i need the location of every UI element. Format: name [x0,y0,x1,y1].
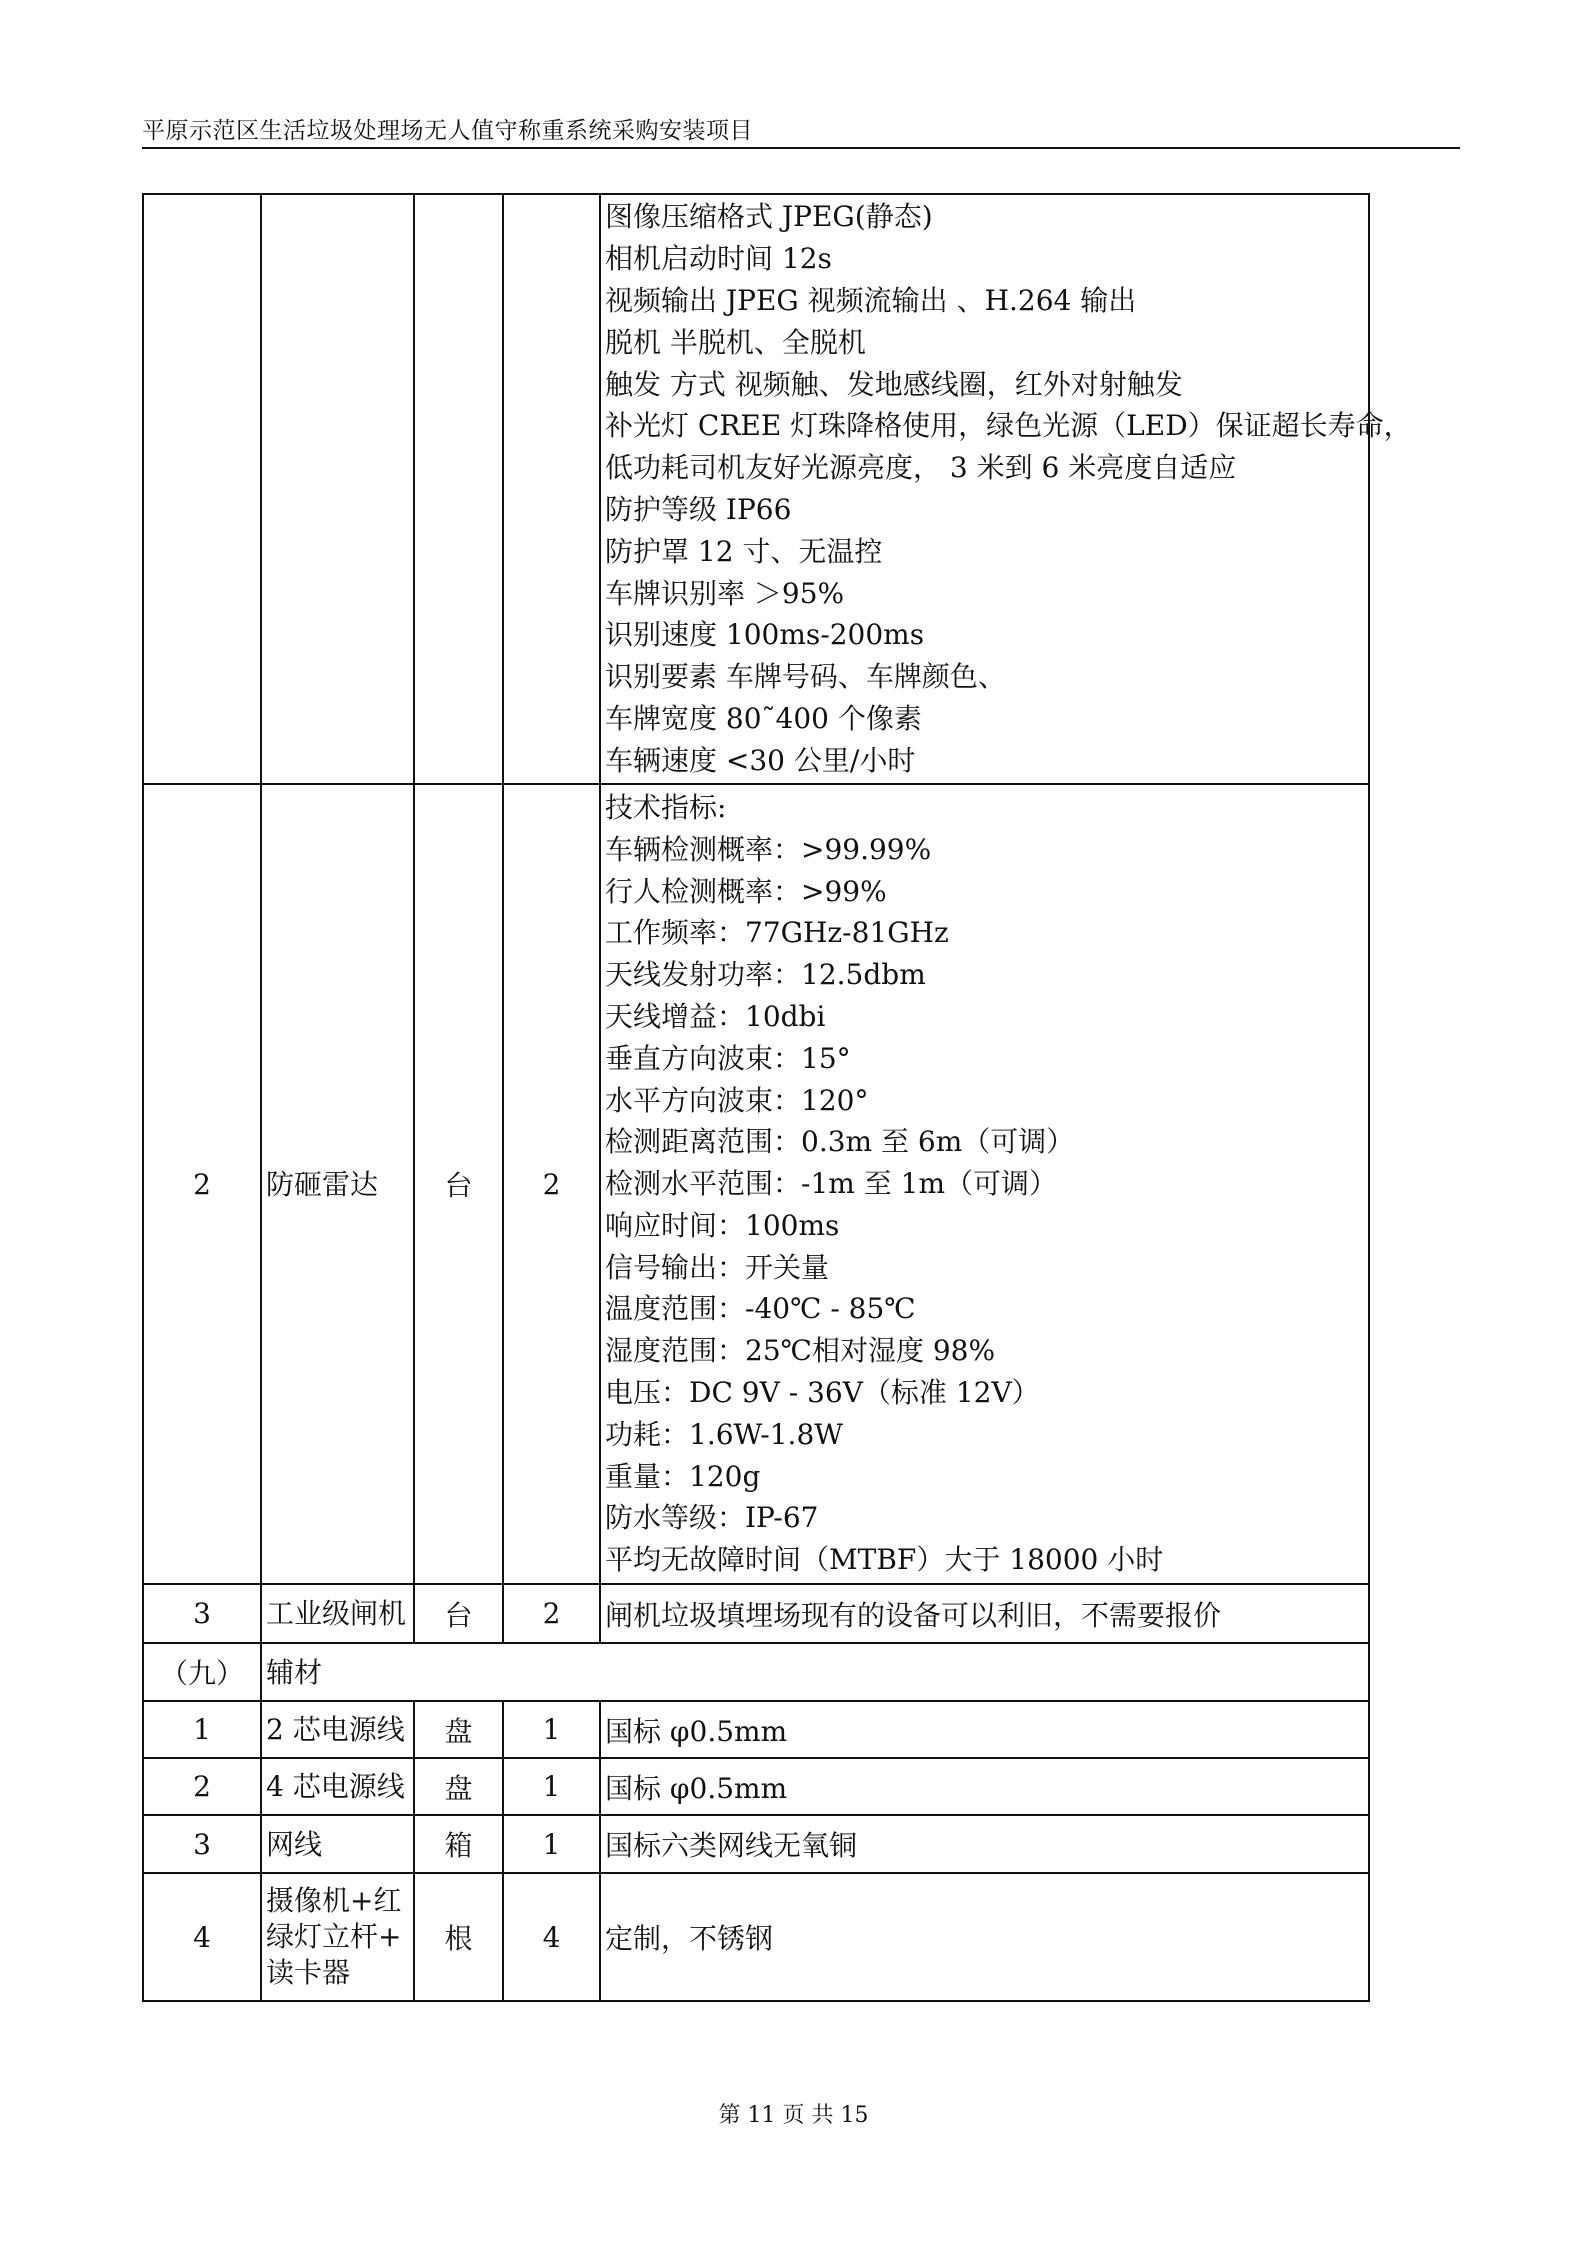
spec-table [142,193,1412,2002]
cell-name [261,194,414,784]
page-number: 第 11 页 共 15 [718,2103,869,2128]
spec-line: 信号输出：开关量 [605,1250,830,1284]
cell-unit: 根 [414,1873,503,2001]
spec-line: 检测距离范围：0.3m 至 6m（可调） [605,1125,1075,1159]
cell-unit: 盘 [414,1701,503,1758]
spec-line: 垂直方向波束：15° [605,1041,851,1075]
table-row-radar [143,784,1369,1584]
cell-qty: 2 [503,784,600,1584]
spec-line: 低功耗司机友好光源亮度， 3 米到 6 米亮度自适应 [605,451,1237,485]
spec-line: 技术指标: [605,790,727,824]
cell-unit: 盘 [414,1758,503,1815]
cell-spec: 国标六类网线无氧铜 [600,1815,1369,1873]
cell-spec [600,784,1369,1584]
spec-line: 工作频率：77GHz-81GHz [605,916,949,950]
cell-no: 3 [143,1584,261,1643]
table-row-aux-1 [143,1701,1369,1758]
cell-no: 4 [143,1873,261,2001]
cell-qty: 1 [503,1701,600,1758]
spec-line: 防护罩 12 寸、无温控 [605,534,883,568]
cell-no: 2 [143,784,261,1584]
spec-line: 车辆速度 <30 公里/小时 [605,743,916,777]
cell-unit: 箱 [414,1815,503,1873]
section-number: （九） [143,1643,261,1701]
spec-line: 天线发射功率：12.5dbm [605,958,926,992]
spec-line: 电压：DC 9V - 36V（标准 12V） [605,1376,1040,1410]
spec-line: 温度范围：-40℃ - 85℃ [605,1292,916,1326]
cell-spec: 国标 φ0.5mm [600,1701,1369,1758]
spec-line: 湿度范围：25℃相对湿度 98% [605,1334,996,1368]
spec-line: 识别要素 车牌号码、车牌颜色、 [605,660,1006,694]
header-divider [142,147,1460,149]
table-row-pole [143,1873,1369,2001]
cell-qty: 1 [503,1815,600,1873]
table-row-camera-continued [143,194,1369,784]
cell-name: 工业级闸机 [261,1584,414,1643]
spec-line: 检测水平范围：-1m 至 1m（可调） [605,1167,1057,1201]
cell-no: 1 [143,1701,261,1758]
section-title: 辅材 [261,1643,1369,1701]
cell-spec: 闸机垃圾填埋场现有的设备可以利旧，不需要报价 [600,1584,1369,1643]
spec-line: 水平方向波束：120° [605,1083,869,1117]
spec-line: 视频输出 JPEG 视频流输出 、H.264 输出 [605,284,1137,318]
cell-no [143,194,261,784]
spec-line: 防水等级：IP-67 [605,1501,819,1535]
cell-unit [414,194,503,784]
spec-line: 车辆检测概率：>99.99% [605,832,932,866]
table-row-aux-2 [143,1758,1369,1815]
spec-line: 平均无故障时间（MTBF）大于 18000 小时 [605,1543,1164,1577]
cell-no: 3 [143,1815,261,1873]
spec-line: 防护等级 IP66 [605,493,792,526]
cell-spec [600,194,1412,784]
table-row-aux-3 [143,1815,1369,1873]
page-header-title: 平原示范区生活垃圾处理场无人值守称重系统采购安装项目 [142,118,753,144]
spec-line: 功耗：1.6W-1.8W [605,1417,844,1451]
cell-name [261,1873,414,2001]
cell-qty: 1 [503,1758,600,1815]
spec-line: 触发 方式 视频触、发地感线圈，红外对射触发 [605,367,1183,401]
cell-name: 2 芯电源线 [261,1701,414,1758]
cell-name: 防砸雷达 [261,784,414,1584]
table-row-section-9 [143,1643,1369,1701]
cell-qty: 4 [503,1873,600,2001]
spec-line: 重量：120g [605,1459,761,1493]
spec-line: 车牌宽度 80˜400 个像素 [605,701,922,735]
spec-line: 响应时间：100ms [605,1208,840,1242]
cell-unit: 台 [414,1584,503,1643]
spec-line: 补光灯 CREE 灯珠降格使用，绿色光源（LED）保证超长寿命， [605,409,1412,443]
cell-qty [503,194,600,784]
spec-line: 图像压缩格式 JPEG(静态) [605,200,933,234]
spec-line: 脱机 半脱机、全脱机 [605,325,866,359]
spec-line: 相机启动时间 12s [605,242,832,276]
cell-name: 网线 [261,1815,414,1873]
name-line: 读卡器 [266,1956,351,1989]
cell-unit: 台 [414,784,503,1584]
spec-line: 识别速度 100ms-200ms [605,618,925,652]
cell-name: 4 芯电源线 [261,1758,414,1815]
cell-no: 2 [143,1758,261,1815]
cell-qty: 2 [503,1584,600,1643]
spec-line: 车牌识别率 ＞95% [605,576,845,610]
spec-line: 行人检测概率：>99% [605,874,887,908]
name-line: 绿灯立杆+ [266,1920,402,1953]
spec-line: 天线增益：10dbi [605,999,826,1033]
cell-spec: 国标 φ0.5mm [600,1758,1369,1815]
cell-spec: 定制，不锈钢 [600,1873,1369,2001]
table-row-gate [143,1584,1369,1643]
name-line: 摄像机+红 [266,1884,402,1917]
